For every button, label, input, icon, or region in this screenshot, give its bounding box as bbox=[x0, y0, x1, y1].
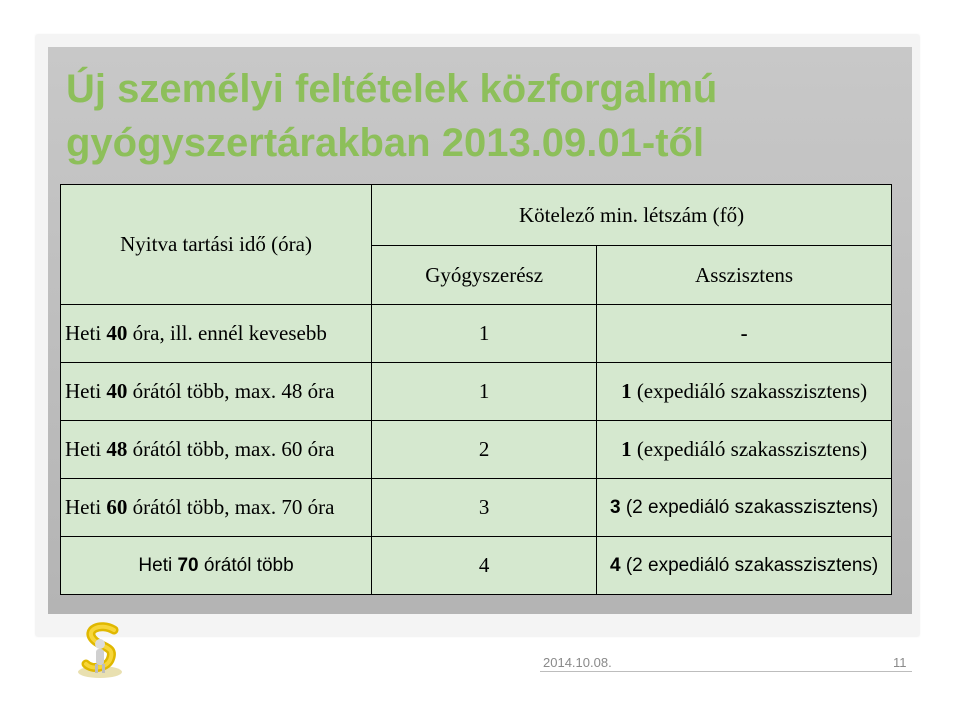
footer-date: 2014.10.08. bbox=[543, 655, 612, 670]
pharmacist-count: 1 bbox=[372, 363, 597, 421]
title-line-1: Új személyi feltételek közforgalmú bbox=[66, 67, 718, 111]
paragraph-sign-figure-icon bbox=[70, 620, 134, 684]
assistant-count: 1 (expediáló szakasszisztens) bbox=[597, 363, 892, 421]
table-row bbox=[61, 537, 892, 595]
hours-cell: Heti 40 órától több, max. 48 óra bbox=[61, 363, 372, 421]
table-row bbox=[61, 363, 892, 421]
pharmacist-count: 1 bbox=[372, 305, 597, 363]
pharmacist-count: 3 bbox=[372, 479, 597, 537]
pharmacist-count: 4 bbox=[372, 537, 597, 595]
assistant-count: 3 (2 expediáló szakasszisztens) bbox=[597, 479, 892, 537]
title-line-2: gyógyszertárakban 2013.09.01-től bbox=[66, 121, 705, 165]
hours-cell: Heti 48 órától több, max. 60 óra bbox=[61, 421, 372, 479]
footer-divider bbox=[540, 671, 912, 672]
hours-cell: Heti 70 órától több bbox=[61, 537, 372, 595]
header-pharmacist: Gyógyszerész bbox=[372, 246, 597, 305]
page-number: 11 bbox=[893, 655, 907, 670]
hours-cell: Heti 40 óra, ill. ennél kevesebb bbox=[61, 305, 372, 363]
slide-title bbox=[66, 62, 717, 170]
header-assistant: Asszisztens bbox=[597, 246, 892, 305]
table-row bbox=[61, 421, 892, 479]
hours-cell: Heti 60 órától több, max. 70 óra bbox=[61, 479, 372, 537]
assistant-count: 4 (2 expediáló szakasszisztens) bbox=[597, 537, 892, 595]
staffing-table bbox=[60, 184, 892, 595]
assistant-count: - bbox=[597, 305, 892, 363]
table-row bbox=[61, 479, 892, 537]
table-row bbox=[61, 305, 892, 363]
header-opening-hours: Nyitva tartási idő (óra) bbox=[61, 185, 372, 305]
assistant-count: 1 (expediáló szakasszisztens) bbox=[597, 421, 892, 479]
table-header-row bbox=[61, 185, 892, 246]
pharmacist-count: 2 bbox=[372, 421, 597, 479]
header-min-staff: Kötelező min. létszám (fő) bbox=[372, 185, 892, 246]
